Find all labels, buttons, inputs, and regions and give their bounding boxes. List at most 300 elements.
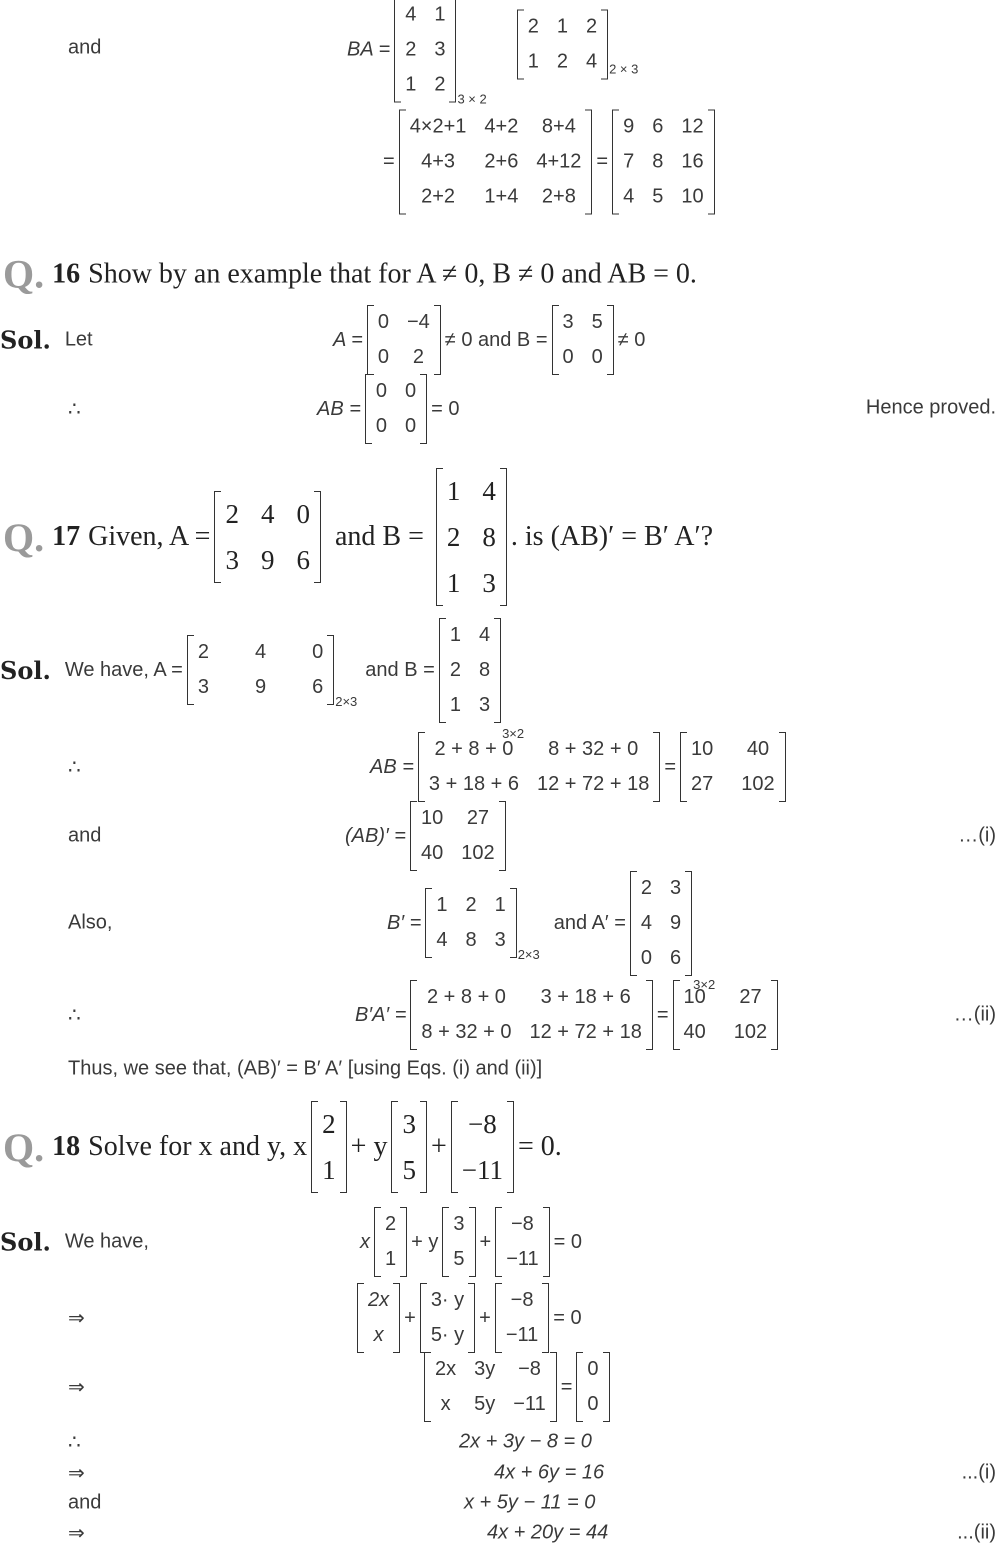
bracket-left xyxy=(420,1283,427,1353)
bracket-right xyxy=(327,635,334,705)
matrix-cell: 1 xyxy=(322,1155,336,1185)
matrix-cell: −4 xyxy=(406,311,430,333)
vector-3 xyxy=(451,1101,514,1193)
bracket-right xyxy=(550,1352,557,1422)
matrix-cell: 4×2+1 xyxy=(409,115,467,138)
bracket-left xyxy=(495,1207,502,1277)
text: = 0 xyxy=(553,1306,582,1329)
matrix-cell: 1 xyxy=(405,73,417,96)
var-x: x xyxy=(360,1230,370,1253)
vector-2x xyxy=(357,1283,400,1353)
matrix-cell: 3 xyxy=(482,568,496,598)
matrix-cell: −8 xyxy=(510,1289,534,1311)
matrix-ab-expanded xyxy=(418,732,660,802)
solution-16-label xyxy=(0,326,93,355)
therefore xyxy=(68,1003,81,1028)
matrix-b xyxy=(439,618,501,723)
bracket-right xyxy=(771,980,778,1050)
bracket-left xyxy=(214,491,221,583)
therefore xyxy=(68,1430,81,1455)
matrix-cell: −11 xyxy=(506,1248,539,1270)
matrix-order: 3×2 xyxy=(693,977,716,992)
text: + xyxy=(479,1230,492,1253)
matrix-cell: 0 xyxy=(296,499,310,529)
text: ≠ 0 xyxy=(617,328,646,351)
text: and xyxy=(68,1491,102,1514)
matrix-a xyxy=(214,491,321,583)
sol-label: Sol. xyxy=(0,655,51,685)
bracket-left xyxy=(187,635,194,705)
step-2 xyxy=(353,1283,582,1353)
matrix-cell: 102 xyxy=(733,1021,768,1043)
q-mark-icon: Q. xyxy=(3,514,45,560)
matrix-grid xyxy=(502,1207,542,1277)
matrix-cell: 2 xyxy=(527,15,539,38)
matrix-cell: −11 xyxy=(461,1155,503,1185)
q-mark-icon: Q. xyxy=(3,251,45,297)
q16-definition xyxy=(333,305,645,375)
matrix-cell: 9 xyxy=(623,115,635,138)
step-1 xyxy=(360,1207,582,1277)
matrix-grid xyxy=(524,10,601,80)
matrix-cell: 2x xyxy=(435,1358,457,1380)
matrix-cell: 0 xyxy=(562,346,574,368)
matrix-cell: 8 xyxy=(478,658,491,681)
bracket-right xyxy=(499,801,506,871)
equals: = xyxy=(383,150,395,173)
matrix-cell: 6 xyxy=(296,545,310,575)
q16-product xyxy=(317,374,460,444)
matrix-cell: 2 + 8 + 0 xyxy=(434,738,514,760)
transposes xyxy=(387,876,716,992)
matrix-grid xyxy=(559,305,607,375)
bracket-left xyxy=(451,1101,458,1193)
matrix-cell: 4 xyxy=(585,50,598,73)
matrix-cell: 0 xyxy=(375,380,388,402)
matrix-cell: 1 xyxy=(446,476,461,506)
question-text: + xyxy=(430,1131,447,1162)
matrix-cell: 12 + 72 + 18 xyxy=(529,1021,642,1043)
matrix-order: 2 × 3 xyxy=(609,61,639,77)
bracket-left xyxy=(418,732,425,802)
matrix-cell: 27 xyxy=(739,986,762,1008)
matrix-cell: 6 xyxy=(670,946,682,969)
bracket-right xyxy=(434,305,441,375)
matrix-cell: 3 xyxy=(402,1109,416,1139)
matrix-grid xyxy=(502,1283,542,1353)
text: We have, A = xyxy=(64,658,183,681)
matrix-cell: 8 xyxy=(652,150,664,173)
text: and A′ = xyxy=(553,911,626,934)
question-number: 17 xyxy=(52,521,81,552)
therefore xyxy=(68,755,81,780)
bracket-right xyxy=(653,732,660,802)
matrix-cell: 3 xyxy=(494,929,506,951)
matrix-cell: 2 + 8 + 0 xyxy=(426,986,506,1008)
matrix-cell: 8+4 xyxy=(541,115,576,138)
matrix-cell: 5· y xyxy=(430,1324,465,1346)
ba-expanded-equation xyxy=(383,110,719,215)
matrix-order: 3×2 xyxy=(502,726,525,741)
matrix-b xyxy=(552,305,614,375)
matrix-btat-expanded xyxy=(410,980,652,1050)
question-17 xyxy=(3,468,713,606)
text: and xyxy=(68,36,102,59)
bracket-left xyxy=(399,110,406,215)
matrix-cell: 5 xyxy=(402,1155,416,1185)
text: + xyxy=(479,1306,491,1329)
matrix-grid xyxy=(381,1207,400,1277)
matrix-cell: 1+4 xyxy=(484,185,519,208)
sol-label: Sol. xyxy=(0,325,51,355)
matrix-cell: 2 xyxy=(465,894,477,916)
matrix-cell: 3 + 18 + 6 xyxy=(428,773,519,795)
matrix-grid xyxy=(449,1207,468,1277)
equation: 2x + 3y − 8 = 0 xyxy=(459,1430,592,1453)
lhs: A = xyxy=(333,328,363,351)
bracket-right xyxy=(607,305,614,375)
matrix-expanded xyxy=(399,110,593,215)
matrix-cell: 1 xyxy=(385,1248,397,1270)
lhs: BA = xyxy=(347,38,391,61)
matrix-b-transpose xyxy=(425,888,516,958)
matrix-cell: 0 xyxy=(405,415,417,437)
matrix-grid xyxy=(458,1101,507,1193)
matrix-cell: 3 xyxy=(434,38,446,61)
matrix-grid xyxy=(431,1352,550,1422)
conclusion xyxy=(68,1058,542,1081)
matrix-cell: 3 xyxy=(562,311,574,333)
equation-ref: …(ii) xyxy=(953,1003,996,1026)
matrix-grid xyxy=(364,1283,393,1353)
bracket-left xyxy=(673,980,680,1050)
matrix-cell: 4 xyxy=(482,476,496,506)
bracket-left xyxy=(374,1207,381,1277)
vector-3y xyxy=(420,1283,475,1353)
bracket-right xyxy=(500,468,507,606)
matrix-cell: 10 xyxy=(421,807,444,829)
question-text: = 0. xyxy=(518,1131,562,1162)
vector-1 xyxy=(311,1101,347,1193)
matrix-cell: 4 xyxy=(436,929,448,951)
bracket-right xyxy=(603,1352,610,1422)
matrix-grid xyxy=(583,1352,602,1422)
matrix-combined xyxy=(424,1352,557,1422)
bracket-left xyxy=(612,110,619,215)
text: + y xyxy=(411,1230,439,1253)
matrix-cell: 2 xyxy=(449,658,461,681)
matrix-cell: −8 xyxy=(518,1358,541,1380)
text: and xyxy=(68,824,102,847)
vector-1 xyxy=(374,1207,407,1277)
bracket-left xyxy=(442,1207,449,1277)
equation-ref: ...(i) xyxy=(961,1461,996,1484)
matrix-grid xyxy=(406,110,586,215)
matrix-cell: 3 xyxy=(478,693,491,716)
bracket-left xyxy=(425,888,432,958)
bracket-left xyxy=(394,0,401,103)
matrix-b xyxy=(436,468,507,606)
bracket-right xyxy=(314,491,321,583)
matrix-a-transpose xyxy=(630,871,692,976)
sol-label: Sol. xyxy=(0,1227,51,1257)
implies-symbol: ⇒ xyxy=(68,1376,85,1399)
matrix-cell: 1 xyxy=(434,3,446,26)
matrix-btat-result xyxy=(673,980,779,1050)
equals: = xyxy=(560,1375,573,1398)
matrix-cell: 5 xyxy=(591,311,603,333)
implies-symbol: ⇒ xyxy=(68,1307,85,1330)
matrix-cell: 1 xyxy=(449,623,461,646)
matrix-cell: 3y xyxy=(474,1358,496,1380)
and-label xyxy=(68,825,101,848)
matrix-a xyxy=(187,635,334,705)
bracket-right xyxy=(340,1101,347,1193)
matrix-cell: 2 xyxy=(434,73,446,96)
bracket-right xyxy=(542,1283,549,1353)
bracket-right xyxy=(543,1207,550,1277)
matrix-cell: 4 xyxy=(405,3,417,26)
matrix-cell: 10 xyxy=(691,738,714,760)
bracket-left xyxy=(311,1101,318,1193)
bracket-right xyxy=(601,10,608,80)
matrix-cell: 8 + 32 + 0 xyxy=(548,738,639,760)
matrix-cell: 5y xyxy=(474,1393,496,1415)
matrix-cell: 10 xyxy=(681,185,704,208)
matrix-cell: 2+8 xyxy=(541,185,576,208)
matrix-cell: 3 xyxy=(670,876,682,899)
matrix-grid xyxy=(637,871,685,976)
question-18 xyxy=(3,1101,562,1193)
matrix-cell: 0 xyxy=(405,380,417,402)
matrix-cell: 3 + 18 + 6 xyxy=(540,986,631,1008)
question-text: and B = xyxy=(334,521,424,552)
matrix-cell: 4+3 xyxy=(421,150,456,173)
matrix-grid xyxy=(425,732,653,802)
text: = 0 xyxy=(553,1230,582,1253)
matrix-cell: −11 xyxy=(505,1324,539,1346)
matrix-cell: 0 xyxy=(587,1393,599,1415)
let-text: Let xyxy=(64,328,93,351)
bracket-left xyxy=(365,374,372,444)
equals: = xyxy=(656,1003,669,1026)
question-text: + y xyxy=(350,1131,388,1162)
matrix-grid xyxy=(417,801,499,871)
q17-solution-start xyxy=(0,623,525,741)
bracket-right xyxy=(494,618,501,723)
therefore-symbol: ∴ xyxy=(68,756,81,779)
implies-symbol: ⇒ xyxy=(68,1462,85,1485)
matrix-cell: 4 xyxy=(640,911,653,934)
matrix-grid xyxy=(221,491,314,583)
question-text: Solve for x and y, x xyxy=(88,1131,308,1162)
vector-3 xyxy=(495,1207,549,1277)
equation-ref: ...(ii) xyxy=(957,1521,996,1544)
implies xyxy=(68,1521,85,1546)
matrix-cell: 3 xyxy=(453,1213,465,1235)
bracket-left xyxy=(680,732,687,802)
bracket-right xyxy=(468,1283,475,1353)
matrix-result xyxy=(612,110,715,215)
matrix-cell: 40 xyxy=(746,738,770,760)
matrix-grid xyxy=(398,1101,420,1193)
bracket-right xyxy=(469,1207,476,1277)
bracket-left xyxy=(410,801,417,871)
bracket-right xyxy=(646,980,653,1050)
matrix-cell: 4+2 xyxy=(484,115,519,138)
ab-transpose xyxy=(345,801,510,871)
matrix-ab-transpose xyxy=(410,801,506,871)
matrix-grid xyxy=(194,635,327,705)
matrix-cell: 0 xyxy=(375,415,388,437)
matrix-cell: 1 xyxy=(449,693,461,716)
question-text: Show by an example that for A ≠ 0, B ≠ 0 and AB = 0. xyxy=(88,258,697,289)
matrix-cell: 2 xyxy=(446,522,461,552)
and-label xyxy=(68,1492,101,1515)
text: ≠ 0 and B = xyxy=(444,328,548,351)
bracket-left xyxy=(517,10,524,80)
matrix-cell: 9 xyxy=(254,676,267,698)
matrix-cell: 0 xyxy=(377,311,389,333)
bracket-left xyxy=(495,1283,502,1353)
bracket-right xyxy=(449,0,456,103)
matrix-cell: 3 xyxy=(225,545,239,575)
q-mark-icon: Q. xyxy=(3,1124,45,1170)
also-label xyxy=(68,912,112,935)
bracket-left xyxy=(552,305,559,375)
matrix-cell: 4+12 xyxy=(536,150,582,173)
matrix-cell: 4 xyxy=(623,185,635,208)
matrix-cell: 4 xyxy=(478,623,491,646)
matrix-cell: x xyxy=(440,1393,451,1415)
therefore-symbol: ∴ xyxy=(68,1004,81,1027)
equation: x + 5y − 11 = 0 xyxy=(464,1491,596,1514)
matrix-cell: 5 xyxy=(453,1248,465,1270)
matrix-cell: 1 xyxy=(446,568,461,598)
lhs: (AB)′ = xyxy=(345,824,406,847)
lhs: AB = xyxy=(317,397,361,420)
matrix-cell: 2 xyxy=(640,876,653,899)
step-3 xyxy=(420,1352,614,1422)
matrix-grid xyxy=(372,374,420,444)
matrix-cell: 12 xyxy=(681,115,704,138)
text: Thus, we see that, (AB)′ = B′ A′ [using Eqs. (i) and (ii)] xyxy=(68,1057,543,1080)
matrix-cell: 2+2 xyxy=(421,185,456,208)
bracket-right xyxy=(510,888,517,958)
matrix-ab xyxy=(365,374,427,444)
matrix-cell: 2 xyxy=(412,346,424,368)
matrix-cell: 2+6 xyxy=(484,150,519,173)
bracket-left xyxy=(410,980,417,1050)
therefore-symbol: ∴ xyxy=(68,1431,81,1454)
bracket-left xyxy=(576,1352,583,1422)
matrix-cell: 40 xyxy=(421,842,444,864)
bracket-left xyxy=(357,1283,364,1353)
matrix-cell: 12 + 72 + 18 xyxy=(537,773,650,795)
bracket-right xyxy=(400,1207,407,1277)
matrix-cell: 0 xyxy=(640,946,653,969)
matrix-cell: 4 xyxy=(254,641,267,663)
matrix-cell: 1 xyxy=(494,894,506,916)
matrix-cell: 40 xyxy=(683,1021,706,1043)
btat-product xyxy=(355,980,782,1050)
bracket-left xyxy=(630,871,637,976)
matrix-grid xyxy=(680,980,772,1050)
matrix-order: 3 × 2 xyxy=(457,91,487,107)
matrix-cell: 7 xyxy=(623,150,635,173)
matrix-a xyxy=(367,305,441,375)
text: and B = xyxy=(365,658,435,681)
bracket-left xyxy=(436,468,443,606)
vector-3 xyxy=(495,1283,549,1353)
matrix-cell: 8 xyxy=(465,929,477,951)
matrix-grid xyxy=(374,305,434,375)
bracket-right xyxy=(420,374,427,444)
text: = 0 xyxy=(431,397,460,420)
matrix-cell: 2 xyxy=(225,499,239,529)
q18-solution-start xyxy=(0,1228,149,1257)
matrix-order: 2×3 xyxy=(517,947,540,962)
matrix-cell: 2 xyxy=(405,38,417,61)
matrix-grid xyxy=(401,0,449,103)
question-number: 16 xyxy=(52,258,81,289)
ab-product xyxy=(370,732,790,802)
matrix-grid xyxy=(446,618,494,723)
matrix-cell: −8 xyxy=(468,1109,497,1139)
equation-ref: …(i) xyxy=(958,824,996,847)
matrix-cell: −11 xyxy=(513,1393,546,1415)
lhs: B′A′ = xyxy=(355,1003,407,1026)
implies xyxy=(68,1375,85,1400)
matrix-grid xyxy=(432,888,509,958)
matrix-cell: 2 xyxy=(556,50,568,73)
lhs: B′ = xyxy=(387,911,422,934)
equals: = xyxy=(664,755,677,778)
therefore xyxy=(68,397,81,422)
matrix-ab-result xyxy=(680,732,786,802)
matrix-grid xyxy=(427,1283,468,1353)
question-16 xyxy=(3,251,697,298)
matrix-grid xyxy=(687,732,779,802)
matrix-cell: 2 xyxy=(385,1213,397,1235)
bracket-left xyxy=(367,305,374,375)
equation: 4x + 20y = 44 xyxy=(487,1521,609,1544)
and-label xyxy=(68,37,101,60)
matrix-cell: 10 xyxy=(683,986,706,1008)
bracket-left xyxy=(391,1101,398,1193)
ba-product-equation xyxy=(347,0,639,107)
matrix-grid xyxy=(417,980,645,1050)
bracket-right xyxy=(708,110,715,215)
text: + xyxy=(404,1306,416,1329)
matrix-cell: 0 xyxy=(587,1358,599,1380)
text: Also, xyxy=(68,911,113,934)
matrix-cell: 9 xyxy=(260,545,275,575)
question-number: 18 xyxy=(52,1131,81,1162)
matrix-cell: 2x xyxy=(368,1289,390,1311)
matrix-cell: 2 xyxy=(197,641,209,663)
question-text: . is (AB)′ = B′ A′? xyxy=(510,521,714,552)
matrix-grid xyxy=(318,1101,340,1193)
matrix-cell: 4 xyxy=(260,499,275,529)
hence-proved: Hence proved. xyxy=(865,396,996,419)
bracket-right xyxy=(779,732,786,802)
matrix-cell: 6 xyxy=(312,676,324,698)
matrix-cell: 102 xyxy=(741,773,775,795)
implies xyxy=(68,1306,85,1331)
matrix-cell: 8 + 32 + 0 xyxy=(421,1021,512,1043)
matrix-cell: 2 xyxy=(585,15,598,38)
